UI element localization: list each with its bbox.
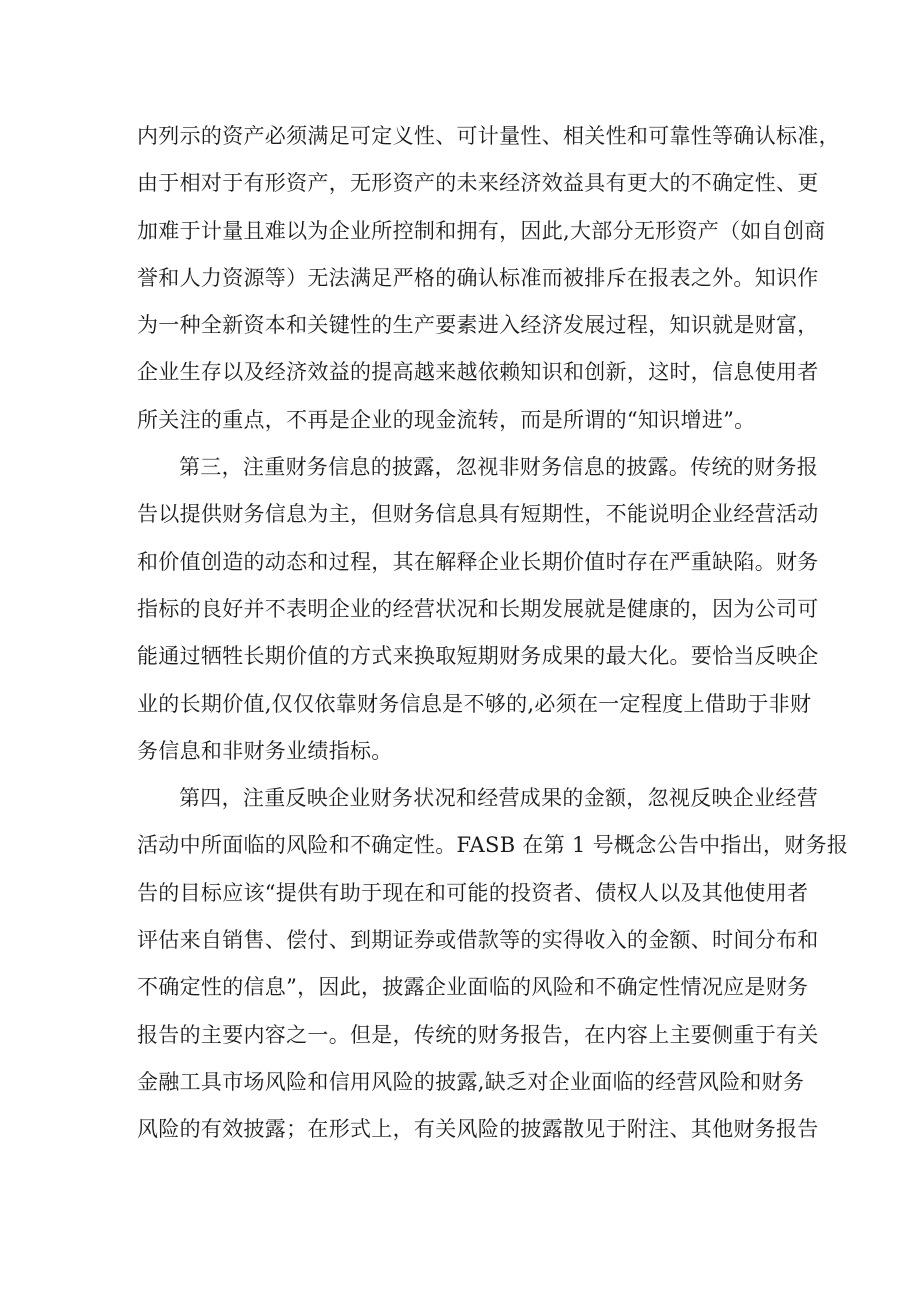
- document-body: [137, 113, 849, 1154]
- paragraph-fourth: [137, 775, 849, 1153]
- text-line: 能通过牺牲长期价值的方式来换取短期财务成果的最大化。要恰当反映企: [137, 644, 819, 669]
- text-line: 务信息和非财务业绩指标。: [137, 738, 393, 763]
- text-line: 告以提供财务信息为主，但财务信息具有短期性，不能说明企业经营活动: [137, 502, 819, 527]
- text-line: 第三，注重财务信息的披露，忽视非财务信息的披露。传统的财务报: [179, 455, 818, 480]
- text-line: 誉和人力资源等）无法满足严格的确认标准而被排斥在报表之外。知识作: [137, 265, 819, 290]
- text-line: 第四，注重反映企业财务状况和经营成果的金额，忽视反映企业经营: [179, 786, 818, 811]
- text-line: 评估来自销售、偿付、到期证券或借款等的实得收入的金额、时间分布和: [137, 928, 819, 953]
- text-line: 报告的主要内容之一。但是，传统的财务报告，在内容上主要侧重于有关: [137, 1022, 819, 1047]
- paragraph-continued: [137, 113, 840, 444]
- text-line: 企业生存以及经济效益的提高越来越依赖知识和创新，这时，信息使用者: [137, 360, 819, 385]
- text-line: 金融工具市场风险和信用风险的披露,缺乏对企业面临的经营风险和财务: [137, 1069, 805, 1094]
- text-line: 由于相对于有形资产，无形资产的未来经济效益具有更大的不确定性、更: [137, 171, 819, 196]
- text-line: 活动中所面临的风险和不确定性。FASB 在第 1 号概念公告中指出，财务报: [137, 833, 849, 858]
- text-line: 不确定性的信息”，因此，披露企业面临的风险和不确定性情况应是财务: [137, 975, 809, 1000]
- text-line: 为一种全新资本和关键性的生产要素进入经济发展过程，知识就是财富，: [137, 313, 819, 338]
- text-line: 和价值创造的动态和过程，其在解释企业长期价值时存在严重缺陷。财务: [137, 549, 819, 574]
- text-line: 所关注的重点，不再是企业的现金流转，而是所谓的“知识增进”。: [137, 407, 756, 432]
- text-line: 业的长期价值,仅仅依靠财务信息是不够的,必须在一定程度上借助于非财: [137, 691, 812, 716]
- text-line: 指标的良好并不表明企业的经营状况和长期发展就是健康的，因为公司可: [137, 596, 819, 621]
- text-line: 告的目标应该“提供有助于现在和可能的投资者、债权人以及其他使用者: [137, 880, 809, 905]
- text-line: 内列示的资产必须满足可定义性、可计量性、相关性和可靠性等确认标准，: [137, 124, 840, 148]
- text-line: 加难于计量且难以为企业所控制和拥有，因此,大部分无形资产（如自创商: [137, 218, 826, 243]
- paragraph-third: [137, 444, 819, 775]
- text-line: 风险的有效披露；在形式上，有关风险的披露散见于附注、其他财务报告: [137, 1117, 819, 1142]
